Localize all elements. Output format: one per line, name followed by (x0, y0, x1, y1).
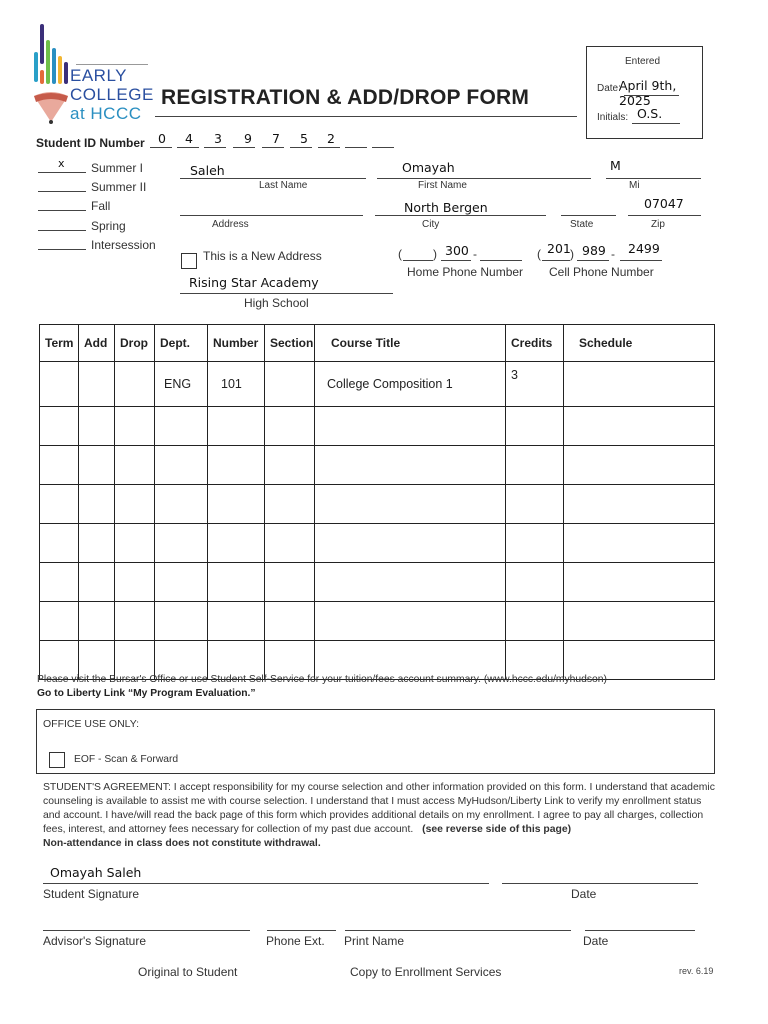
entered-date-value[interactable]: April 9th, 2025 (619, 78, 677, 108)
id-digit: 3 (214, 131, 222, 146)
term-option[interactable] (38, 196, 158, 214)
phone-ext-label: Phone Ext. (266, 934, 325, 948)
cell[interactable] (564, 446, 715, 485)
entered-initials-value[interactable]: O.S. (637, 106, 663, 121)
cell[interactable] (40, 524, 79, 563)
col-header: Schedule (564, 325, 715, 362)
hccc-logo (30, 22, 155, 132)
cell-area-code: 201 (547, 241, 571, 256)
id-digit: 9 (244, 131, 252, 146)
table-row (40, 485, 715, 524)
cell[interactable] (315, 446, 506, 485)
cell[interactable] (208, 407, 265, 446)
cell[interactable] (40, 446, 79, 485)
cell[interactable] (155, 563, 208, 602)
title-underline (155, 116, 577, 117)
logo-line-college: COLLEGE (70, 85, 154, 104)
col-header: Section (265, 325, 315, 362)
cell[interactable] (79, 524, 115, 563)
col-header: Number (208, 325, 265, 362)
student-signature-value[interactable]: Omayah Saleh (50, 865, 142, 880)
cell[interactable] (208, 602, 265, 641)
copy-to-enrollment: Copy to Enrollment Services (350, 965, 502, 979)
paren-open: ( (398, 247, 402, 261)
id-digit: 2 (327, 131, 335, 146)
term-option[interactable] (38, 158, 158, 176)
cell-phone-label: Cell Phone Number (549, 265, 654, 279)
cell[interactable] (79, 563, 115, 602)
middle-initial-label: Mi (629, 180, 640, 191)
agreement-text: STUDENT'S AGREEMENT: I accept responsibility for my course selection and other information provided on this form. I understand that academic counseling is available to assist me with course selection. I understand that I must access MyHudson/Liberty Link to verify my enrollment status and account. I have/will read the back page of this form which provides additional details on my enrollment. I agree to pay all charges, collection fees, interest, and attorney fees necessary for collection of my past due account. (43, 782, 715, 835)
cell[interactable] (155, 407, 208, 446)
zip-value[interactable]: 07047 (644, 196, 684, 211)
revision-note: rev. 6.19 (679, 966, 714, 976)
new-address-checkbox[interactable] (181, 253, 197, 269)
home-prefix: 300 (445, 243, 469, 258)
id-digit: 4 (185, 131, 193, 146)
zip-label: Zip (651, 219, 665, 230)
last-name-label: Last Name (259, 180, 308, 191)
first-name-value[interactable]: Omayah (402, 160, 455, 175)
dash: - (611, 247, 615, 261)
table-row (40, 407, 715, 446)
id-digit: 7 (272, 131, 280, 146)
cell[interactable] (265, 407, 315, 446)
col-header: Term (40, 325, 79, 362)
cell[interactable] (315, 524, 506, 563)
state-label: State (570, 219, 594, 230)
course-table (39, 324, 715, 680)
cell[interactable] (208, 524, 265, 563)
city-label: City (422, 219, 440, 230)
cell[interactable] (40, 602, 79, 641)
liberty-link-note: Go to Liberty Link “My Program Evaluation.” (37, 688, 256, 699)
table-row (40, 524, 715, 563)
term-mark: x (58, 157, 65, 170)
cell[interactable] (265, 563, 315, 602)
cell[interactable] (265, 362, 315, 407)
student-signature-label: Student Signature (43, 887, 140, 901)
cell[interactable] (79, 485, 115, 524)
cell[interactable] (115, 563, 155, 602)
advisor-signature-label: Advisor's Signature (43, 934, 147, 948)
city-value[interactable]: North Bergen (404, 200, 488, 215)
paren-open: ( (537, 247, 541, 261)
cell[interactable] (155, 446, 208, 485)
entered-title: Entered (625, 56, 661, 67)
table-row (40, 563, 715, 602)
cell[interactable] (564, 563, 715, 602)
eof-checkbox[interactable] (49, 752, 65, 768)
non-attendance-note: Non-attendance in class does not constitute withdrawal. (43, 838, 321, 849)
student-id-label: Student ID Number (36, 136, 145, 150)
cell[interactable] (115, 485, 155, 524)
cell[interactable] (315, 602, 506, 641)
cell-prefix: 989 (582, 243, 606, 258)
cell-phone-field[interactable] (537, 241, 667, 263)
cell[interactable] (115, 446, 155, 485)
cell[interactable] (79, 362, 115, 407)
first-name-label: First Name (418, 180, 467, 191)
term-label: Summer II (91, 180, 147, 194)
col-header: Dept. (155, 325, 208, 362)
form-title: REGISTRATION & ADD/DROP FORM (161, 86, 530, 109)
office-use-title: OFFICE USE ONLY: (43, 718, 140, 730)
term-label: Intersession (91, 238, 156, 252)
cell[interactable] (208, 446, 265, 485)
cell[interactable]: 3 (506, 362, 564, 407)
term-option[interactable] (38, 177, 158, 195)
col-header: Add (79, 325, 115, 362)
cell[interactable] (40, 362, 79, 407)
student-date-label: Date (571, 887, 597, 901)
cell[interactable] (265, 524, 315, 563)
address-label: Address (212, 219, 249, 230)
office-use-box (36, 709, 715, 774)
cell[interactable] (40, 407, 79, 446)
pencils-logo-icon (30, 22, 74, 127)
cell[interactable] (564, 407, 715, 446)
middle-initial-value[interactable]: M (610, 158, 621, 173)
advisor-date-label: Date (583, 934, 609, 948)
cell[interactable] (155, 524, 208, 563)
home-phone-field[interactable] (398, 243, 528, 265)
cell[interactable]: 101 (208, 362, 265, 407)
cell[interactable] (506, 485, 564, 524)
term-label: Fall (91, 199, 111, 213)
term-option[interactable] (38, 216, 158, 234)
cell[interactable] (79, 407, 115, 446)
cell[interactable] (208, 563, 265, 602)
term-selection (38, 158, 158, 258)
table-row (40, 362, 715, 407)
cell[interactable] (315, 407, 506, 446)
id-digit: 5 (300, 131, 308, 146)
logo-line-hccc: at HCCC (70, 104, 142, 123)
dash: - (473, 247, 477, 261)
cell[interactable]: College Composition 1 (315, 362, 506, 407)
cell[interactable] (265, 602, 315, 641)
student-id-digits[interactable] (150, 131, 395, 149)
cell-line: 2499 (628, 241, 660, 256)
table-row (40, 602, 715, 641)
high-school-value[interactable]: Rising Star Academy (189, 275, 319, 290)
cell[interactable] (506, 407, 564, 446)
original-to-student: Original to Student (138, 965, 238, 979)
paren-close: ) (433, 247, 437, 261)
cell[interactable] (208, 485, 265, 524)
student-agreement (43, 781, 718, 851)
new-address-label: This is a New Address (203, 249, 322, 263)
cell[interactable] (79, 446, 115, 485)
col-header: Credits (506, 325, 564, 362)
eof-label: EOF - Scan & Forward (74, 754, 179, 765)
cell[interactable] (115, 602, 155, 641)
logo-line-early: EARLY (70, 66, 127, 85)
paren-close: ) (570, 247, 574, 261)
col-header: Course Title (315, 325, 506, 362)
cell[interactable] (115, 407, 155, 446)
cell[interactable] (79, 602, 115, 641)
id-digit: 0 (158, 131, 166, 146)
high-school-label: High School (244, 296, 309, 310)
home-phone-label: Home Phone Number (407, 265, 524, 279)
cell[interactable] (506, 563, 564, 602)
cell[interactable] (564, 524, 715, 563)
entered-initials-label: Initials: (597, 112, 629, 123)
cell[interactable] (265, 485, 315, 524)
cell[interactable] (315, 485, 506, 524)
print-name-label: Print Name (344, 934, 405, 948)
cell[interactable] (506, 524, 564, 563)
bursar-note: Please visit the Bursar's Office or use Student Self-Service for your tuition/fees account summary. (www.hccc.edu/myhudson) (37, 674, 607, 685)
cell[interactable] (115, 524, 155, 563)
term-label: Spring (91, 219, 126, 233)
cell[interactable] (265, 446, 315, 485)
entered-box (586, 46, 703, 139)
entered-date-label: Date: (597, 83, 621, 94)
cell[interactable] (506, 602, 564, 641)
last-name-value[interactable]: Saleh (190, 163, 225, 178)
cell[interactable] (564, 485, 715, 524)
cell[interactable] (115, 362, 155, 407)
cell[interactable] (315, 563, 506, 602)
cell[interactable] (564, 602, 715, 641)
cell[interactable] (564, 362, 715, 407)
term-label: Summer I (91, 161, 144, 175)
cell[interactable] (155, 485, 208, 524)
table-header-row (40, 325, 715, 362)
col-header: Drop (115, 325, 155, 362)
cell[interactable]: ENG (155, 362, 208, 407)
see-reverse: (see reverse side of this page) (422, 824, 572, 835)
cell[interactable] (506, 446, 564, 485)
term-option[interactable] (38, 235, 158, 253)
cell[interactable] (155, 602, 208, 641)
table-row (40, 446, 715, 485)
cell[interactable] (40, 563, 79, 602)
cell[interactable] (40, 485, 79, 524)
